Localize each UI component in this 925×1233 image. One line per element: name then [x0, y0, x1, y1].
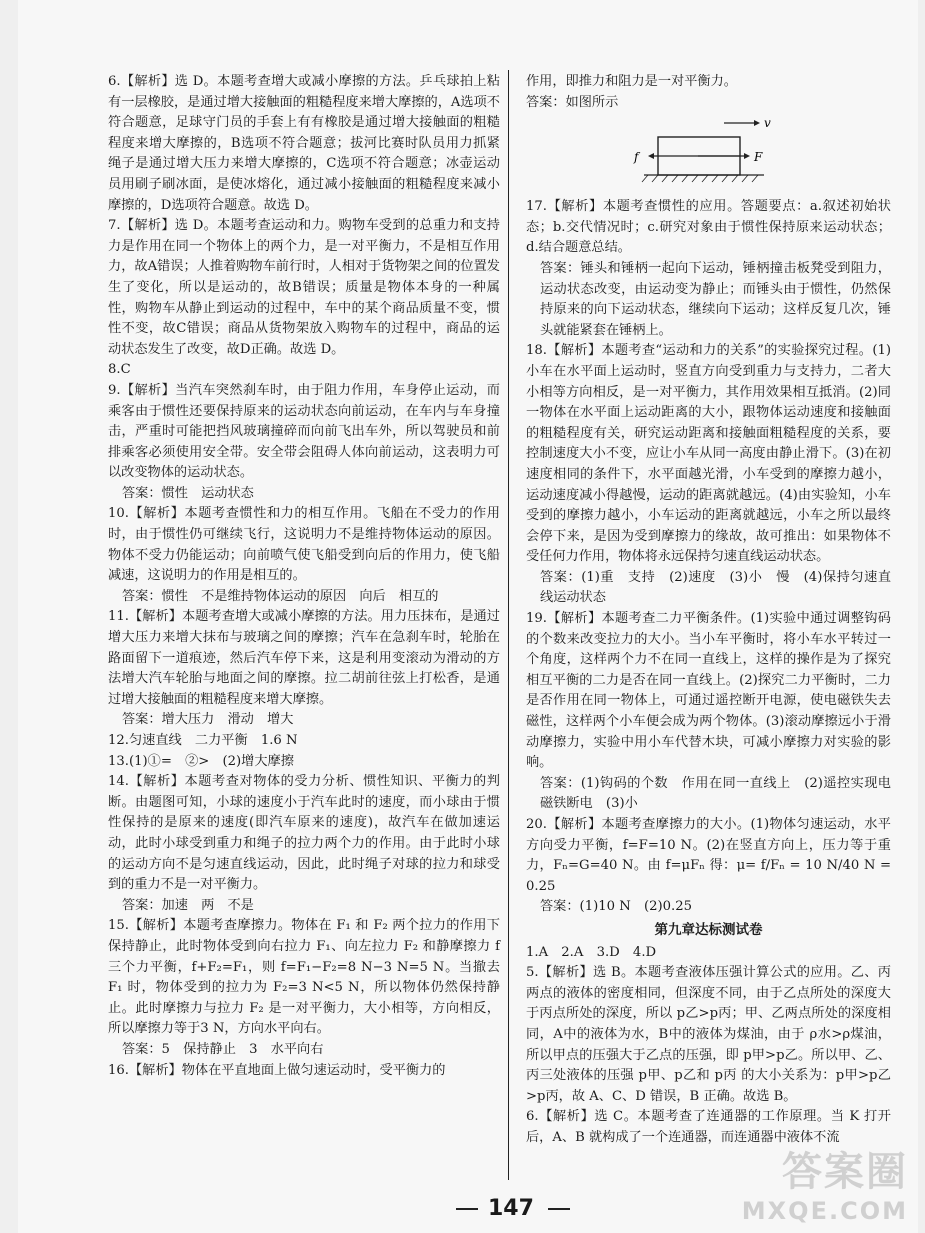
answer-item-6: 6.【解析】选 D。本题考查增大或减小摩擦的方法。乒乓球拍上粘有一层橡胶，是通过增大接触面的粗糙程度来增大摩擦的，A选项不符合题意，足球守门员的手套上有有橡胶是通过增大接触面的粗糙程度来增大摩擦的，B选项不符合题意；拔河比赛时队员用力抓紧绳子是通过增大压力来增大摩擦的，C选项不符合题意；冰壶运动员用刷子刷冰面，是使冰熔化，通过减小接触面的粗糙程度来减小摩擦的，D选项符合题意。故选 D。	[108, 74, 500, 213]
answer-item-19: 19.【解析】本题考查二力平衡条件。(1)实验中通过调整钩码的个数来改变拉力的大小。当小车平衡时，将小车水平转过一个角度，这样两个力不在同一直线上，这样的操作是为了探究相互平衡的二力是否在同一直线上。(2)探究二力平衡时，二力是否作用在同一物体上，可通过遥控断开电源，使电磁铁失去磁性，这样两个小车便会成为两个物体。(3)滚动摩擦远小于滑动摩擦力，实验中用小车代替木块，可减小摩擦力对实验的影响。	[526, 611, 891, 771]
answer-item-18: 18.【解析】本题考查“运动和力的关系”的实验探究过程。(1)小车在水平面上运动时，竖直方向受到重力与支持力，二者大小相等方向相反，是一对平衡力，其作用效果相互抵消。(2)同一物体在水平面上运动距离的大小，跟物体运动速度和接触面的粗糙程度有关，研究运动距离和接触面粗糙程度的关系，要控制速度大小不变，应让小车从同一高度由静止滑下。(3)在初速度相同的条件下，水平面越光滑，小车受到的摩擦力越小，运动速度减小得越慢，运动的距离就越远。(4)由实验知，小车受到的摩擦力越小，小车运动的距离就越远，小车之所以最终会停下来，是因为受到摩擦力的缘故，故可推出：如果物体不受任何力作用，物体将永远保持匀速直线运动状态。	[526, 343, 891, 565]
answer-item-10-result: 答案：惯性 不是维持物体运动的原因 向后 相互的	[122, 588, 439, 604]
watermark-url: MXQE.COM	[741, 1197, 908, 1225]
push-force-label: F	[754, 150, 763, 165]
answer-item-11: 11.【解析】本题考查增大或减小摩擦的方法。用力压抹布，是通过增大压力来增大抹布与玻璃之间的摩擦；汽车在急刹车时，轮胎在路面留下一道痕迹，然后汽车停下来，这是利用变滚动为滑动的方法增大汽车轮胎与地面之间的摩擦。拉二胡前往弦上打松香，是通过增大接触面的粗糙程度来增大摩擦。	[108, 609, 500, 707]
answer-item-9-result: 答案：惯性 运动状态	[122, 485, 254, 501]
column-divider	[508, 70, 509, 1180]
answer-item-12: 12.匀速直线 二力平衡 1.6 N	[108, 733, 298, 748]
watermark	[742, 1140, 908, 1225]
answer-item-15-result: 答案：5 保持静止 3 水平向右	[122, 1041, 324, 1057]
answer-item-14-result: 答案：加速 两 不是	[122, 897, 254, 913]
answer-item-11-result: 答案：增大压力 滑动 增大	[122, 712, 294, 728]
answer-item-20: 20.【解析】本题考查摩擦力的大小。(1)物体匀速运动，水平方向受力平衡，f=F=10 N。(2)在竖直方向上，压力等于重力，Fₙ=G=40 N。由 f=μFₙ 得：μ= f/Fₙ = 10 N/40 N = 0.25	[526, 817, 891, 894]
velocity-label: v	[764, 116, 771, 131]
page-number: 147	[488, 1196, 534, 1221]
answer-item-13: 13.(1)①= ②> (2)增大摩擦	[108, 753, 294, 769]
left-column	[108, 72, 500, 1081]
answer-item-7: 7.【解析】选 D。本题考查运动和力。购物车受到的总重力和支持力是作用在同一个物体上的两个力，是一对平衡力，不是相互作用力，故A错误；人推着购物车前行时，人相对于货物架之间的位置发生了变化，所以是运动的，故B错误；质量是物体本身的一种属性，购物车从静止到运动的过程中，车中的某个商品质量不变，惯性不变，故C错误；商品从货物架放入购物车的过程中，商品的运动状态发生了改变，故D正确。故选 D。	[108, 218, 500, 357]
answer-item-19-result: 答案：(1)钩码的个数 作用在同一直线上 (2)遥控实现电磁铁断电 (3)小	[540, 775, 891, 812]
answer-item-17-result: 答案：锤头和锤柄一起向下运动，锤柄撞击板凳受到阻力，运动状态改变，由运动变为静止；而锤头由于惯性，仍然保持原来的向下运动状态，继续向下运动；这样反复几次，锤头就能紧套在锤柄上。	[540, 260, 891, 338]
answer-item-10: 10.【解析】本题考查惯性和力的相互作用。飞船在不受力的作用时，由于惯性仍可继续飞行，这说明力不是维持物体运动的原因。物体不受力仍能运动；向前喷气使飞船受到向后的作用力，使飞船减速，这说明力的作用是相互的。	[108, 506, 500, 584]
answer-item-20-result: 答案：(1)10 N (2)0.25	[540, 899, 692, 915]
answer-item-17: 17.【解析】本题考查惯性的应用。答题要点：a.叙述初始状态；b.交代情况时；c.研究对象由于惯性保持原来运动状态；d.结合题意总结。	[526, 199, 891, 256]
ch9-answer-item-6: 6.【解析】选 C。本题考查了连通器的工作原理。当 K 打开后，A、B 就构成了一个连通器，而连通器中液体不流	[526, 1109, 891, 1145]
section-title: 第九章达标测试卷	[654, 921, 763, 938]
answer-item-16-result: 答案：如图所示	[526, 94, 619, 110]
friction-label: f	[634, 150, 639, 165]
ch9-answers-1-4: 1.A 2.A 3.D 4.D	[526, 944, 657, 960]
answer-item-14: 14.【解析】本题考查对物体的受力分析、惯性知识、平衡力的判断。由题图可知，小球的速度小于汽车此时的速度，而小球由于惯性保持的是原来的速度(即汽车原来的速度)，故汽车在做加速运动，此时小球受到重力和绳子的拉力两个力的作用。由于此时小球的运动方向不是匀速直线运动，因此，此时绳子对球的拉力和球受到的重力不是一对平衡力。	[108, 774, 500, 893]
answer-item-8: 8.C	[108, 362, 131, 378]
answer-item-18-result: 答案：(1)重 支持 (2)速度 (3)小 慢 (4)保持匀速直线运动状态	[540, 569, 891, 606]
right-column	[526, 72, 891, 1149]
answer-item-16-cont: 作用，即推力和阻力是一对平衡力。	[526, 74, 737, 89]
force-diagram-svg	[616, 115, 786, 193]
answer-item-15: 15.【解析】本题考查摩擦力。物体在 F₁ 和 F₂ 两个拉力的作用下保持静止，此时物体受到向右拉力 F₁、向左拉力 F₂ 和静摩擦力 f 三个力平衡，f+F₂=F₁，则 f=F₁−F₂=8 N−3 N=5 N。当撤去 F₁ 时，物体受到的拉力为 F₂=3 N<5 N，所以物体仍然保持静止。此时摩擦力与拉力 F₂ 是一对平衡力，大小相等，方向相反，所以摩擦力等于3 N，方向水平向右。	[108, 918, 500, 1037]
page-number-dash-right	[548, 1208, 570, 1210]
answer-item-16: 16.【解析】物体在平直地面上做匀速运动时，受平衡力的	[108, 1062, 446, 1078]
page-number-dash-left	[456, 1208, 478, 1210]
ch9-answer-item-5: 5.【解析】选 B。本题考查液体压强计算公式的应用。乙、丙两点的液体的密度相同，但深度不同，由于乙点所处的深度大于丙点所处的深度，所以 p乙>p丙；甲、乙两点所处的深度相同，A中的液体为水，B中的液体为煤油，由于 ρ水>ρ煤油，所以甲点的压强大于乙点的压强，即 p甲>p乙。所以甲、乙、丙三处液体的压强 p甲、p乙和 p丙 的大小关系为：p甲>p乙>p丙，故 A、C、D 错误，B 正确。故选 B。	[526, 965, 891, 1104]
watermark-logo: 答案圈	[782, 1149, 908, 1195]
force-diagram	[526, 115, 891, 193]
answer-page	[18, 0, 918, 1233]
answer-item-9: 9.【解析】当汽车突然刹车时，由于阻力作用，车身停止运动，而乘客由于惯性还要保持原来的运动状态向前运动，在车内与车身撞击，严重时可能把挡风玻璃撞碎而向前飞出车外，所以驾驶员和前排乘客必须使用安全带。安全带会阻碍人体向前运动，这表明力可以改变物体的运动状态。	[108, 382, 500, 481]
